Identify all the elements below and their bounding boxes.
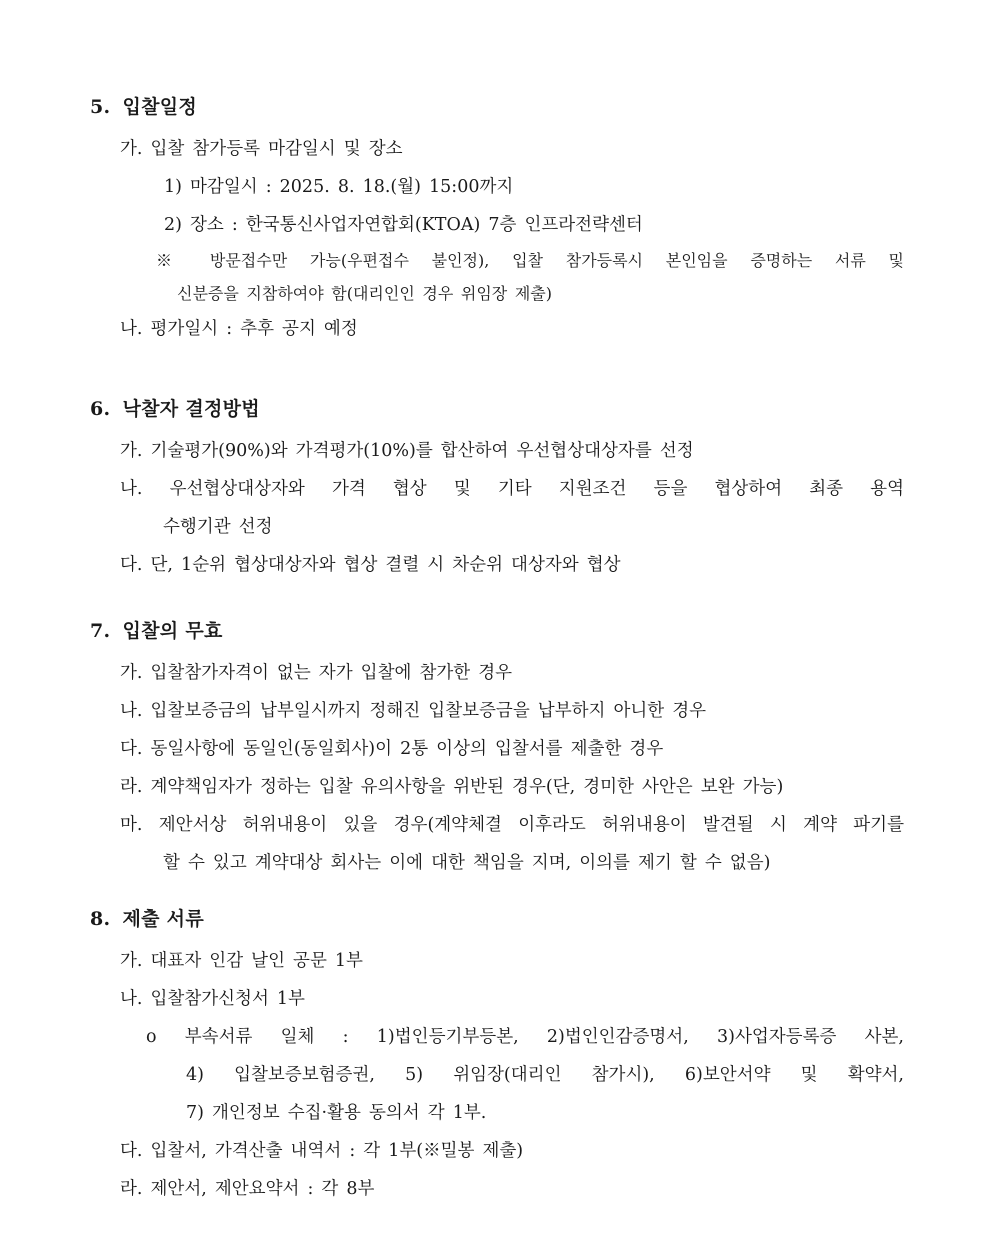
doc-line: 다. 입찰서, 가격산출 내역서 : 각 1부(※밀봉 제출)	[120, 1141, 524, 1161]
doc-line: 가. 입찰참가자격이 없는 자가 입찰에 참가한 경우	[120, 663, 513, 683]
doc-line: 나. 우선협상대상자와 가격 협상 및 기타 지원조건 등을 협상하여 최종 용역	[120, 479, 904, 499]
doc-line: 가. 입찰 참가등록 마감일시 및 장소	[120, 139, 403, 159]
doc-line: 할 수 있고 계약대상 회사는 이에 대한 책임을 지며, 이의를 제기 할 수 없음)	[163, 853, 771, 873]
doc-line: 나. 평가일시 : 추후 공지 예정	[120, 319, 358, 339]
section-title: 입찰일정	[122, 96, 198, 118]
doc-line: 다. 단, 1순위 협상대상자와 협상 결렬 시 차순위 대상자와 협상	[120, 555, 621, 575]
section-number: 7.	[90, 620, 111, 642]
doc-line: 수행기관 선정	[163, 517, 273, 537]
doc-line: 라. 제안서, 제안요약서 : 각 8부	[120, 1179, 375, 1199]
doc-line: 가. 기술평가(90%)와 가격평가(10%)를 합산하여 우선협상대상자를 선정	[120, 441, 694, 461]
section-title: 입찰의 무효	[122, 620, 223, 642]
doc-line: 1) 마감일시 : 2025. 8. 18.(월) 15:00까지	[164, 177, 514, 197]
doc-line: 4) 입찰보증보험증권, 5) 위임장(대리인 참가시), 6)보안서약 및 확약서,	[186, 1065, 904, 1085]
doc-line: 마. 제안서상 허위내용이 있을 경우(계약체결 이후라도 허위내용이 발견될 시 계약 파기를	[120, 815, 904, 835]
section-number: 5.	[90, 96, 111, 118]
doc-line: 2) 장소 : 한국통신사업자연합회(KTOA) 7층 인프라전략센터	[164, 215, 643, 235]
section-heading	[90, 898, 904, 940]
document-section	[90, 610, 904, 882]
section-number: 8.	[90, 908, 111, 930]
section-number: 6.	[90, 398, 111, 420]
document-body	[90, 86, 904, 1234]
doc-line: 가. 대표자 인감 날인 공문 1부	[120, 951, 363, 971]
doc-line: 라. 계약책임자가 정하는 입찰 유의사항을 위반된 경우(단, 경미한 사안은 보완 가능)	[120, 777, 784, 797]
section-heading	[90, 86, 904, 128]
doc-line: o 부속서류 일체 : 1)법인등기부등본, 2)법인인감증명서, 3)사업자등록증 사본,	[146, 1027, 904, 1047]
section-heading	[90, 388, 904, 430]
doc-line: 신분증을 지참하여야 함(대리인인 경우 위임장 제출)	[177, 284, 552, 303]
document-section	[90, 86, 904, 348]
doc-line: 7) 개인정보 수집·활용 동의서 각 1부.	[186, 1103, 487, 1123]
section-heading	[90, 610, 904, 652]
doc-line: 나. 입찰보증금의 납부일시까지 정해진 입찰보증금을 납부하지 아니한 경우	[120, 701, 707, 721]
section-title: 제출 서류	[122, 908, 204, 930]
document-section	[90, 388, 904, 584]
document-section	[90, 898, 904, 1208]
doc-line: 다. 동일사항에 동일인(동일회사)이 2통 이상의 입찰서를 제출한 경우	[120, 739, 664, 759]
section-title: 낙찰자 결정방법	[122, 398, 260, 420]
doc-line: ※ 방문접수만 가능(우편접수 불인정), 입찰 참가등록시 본인임을 증명하는 서류 및	[156, 251, 904, 270]
doc-line: 나. 입찰참가신청서 1부	[120, 989, 305, 1009]
